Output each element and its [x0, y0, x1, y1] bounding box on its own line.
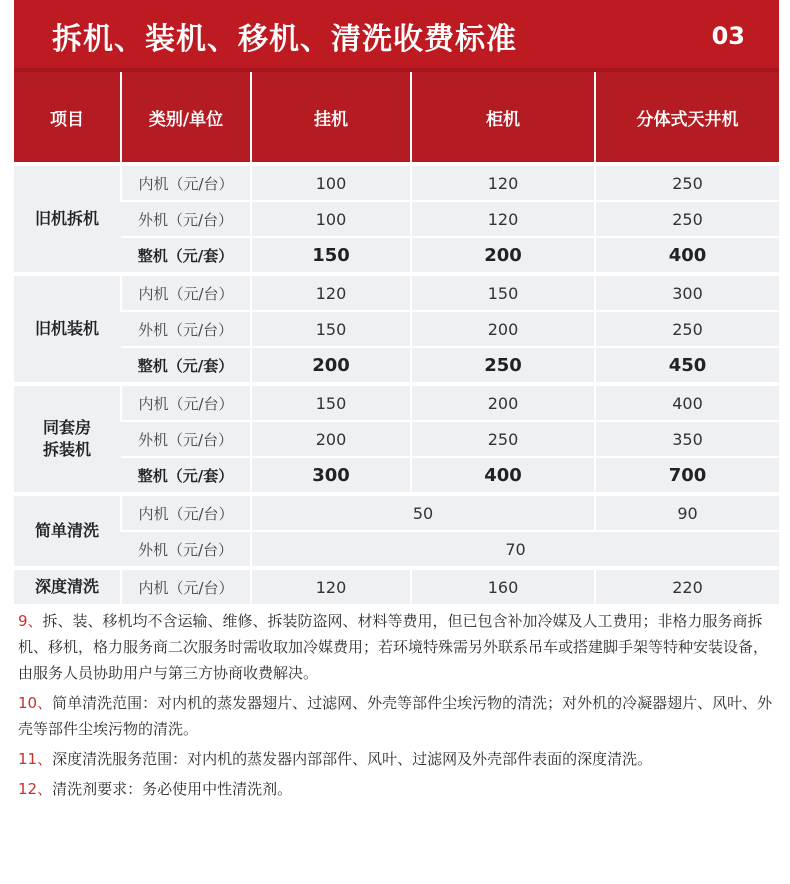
table-row-total: [14, 237, 779, 274]
note-number: 11、: [18, 750, 53, 768]
table-row: [14, 311, 779, 347]
row-unit: 内机（元/台）: [121, 494, 251, 531]
price-cell: 250: [595, 164, 779, 201]
price-cell: 150: [251, 384, 411, 421]
price-cell: 200: [411, 311, 595, 347]
price-cell: 300: [251, 457, 411, 494]
row-unit: 外机（元/台）: [121, 531, 251, 568]
table-row: [14, 531, 779, 568]
row-unit: 内机（元/台）: [121, 568, 251, 604]
row-unit: 整机（元/套）: [121, 457, 251, 494]
row-unit: 内机（元/台）: [121, 384, 251, 421]
note-text: 深度清洗服务范围：对内机的蒸发器内部部件、风叶、过滤网及外壳部件表面的深度清洗。: [52, 750, 653, 768]
table-row-total: [14, 457, 779, 494]
price-cell: 160: [411, 568, 595, 604]
header-wall-unit: 挂机: [251, 72, 411, 164]
price-cell: 250: [411, 347, 595, 384]
price-cell: 350: [595, 421, 779, 457]
title-bar: [14, 0, 779, 72]
price-cell: 70: [251, 531, 779, 568]
price-cell: 250: [411, 421, 595, 457]
notes-section: [18, 608, 778, 806]
note-item: [18, 746, 778, 772]
price-cell: 200: [251, 347, 411, 384]
note-item: [18, 608, 778, 686]
price-cell: 150: [411, 274, 595, 311]
price-cell: 150: [251, 311, 411, 347]
table-row: [14, 568, 779, 604]
price-cell: 200: [251, 421, 411, 457]
header-unit: 类别/单位: [121, 72, 251, 164]
price-cell: 200: [411, 237, 595, 274]
row-item-line2: 拆装机: [42, 440, 91, 459]
row-item-old-removal: 旧机拆机: [14, 164, 121, 274]
note-item: [18, 690, 778, 742]
row-item-deep-clean: 深度清洗: [14, 568, 121, 604]
price-cell: 100: [251, 201, 411, 237]
note-item: [18, 776, 778, 802]
row-unit: 内机（元/台）: [121, 164, 251, 201]
price-cell: 120: [251, 274, 411, 311]
note-text: 拆、装、移机均不含运输、维修、拆装防盗网、材料等费用，但已包含补加冷媒及人工费用；非格力服务商拆机、移机，格力服务商二次服务时需收取加冷媒费用；若环境特殊需另外联系吊车或搭建脚手架等特种安装设备，由服务人员协助用户与第三方协商收费解决。: [18, 612, 769, 682]
price-table: [14, 72, 779, 604]
table-header-row: [14, 72, 779, 164]
price-cell: 90: [595, 494, 779, 531]
table-row: [14, 274, 779, 311]
note-number: 9、: [18, 612, 43, 630]
row-unit: 整机（元/套）: [121, 347, 251, 384]
table-row: [14, 421, 779, 457]
row-unit: 外机（元/台）: [121, 421, 251, 457]
row-unit: 内机（元/台）: [121, 274, 251, 311]
price-cell: 120: [411, 164, 595, 201]
page-title: 拆机、装机、移机、清洗收费标准: [52, 22, 517, 57]
header-item: 项目: [14, 72, 121, 164]
table-row: [14, 164, 779, 201]
table-row-total: [14, 347, 779, 384]
price-cell: 400: [595, 237, 779, 274]
row-item-line1: 同套房: [42, 418, 91, 437]
note-text: 简单清洗范围：对内机的蒸发器翅片、过滤网、外壳等部件尘埃污物的清洗；对外机的冷凝器翅片、风叶、外壳等部件尘埃污物的清洗。: [18, 694, 773, 738]
note-number: 12、: [18, 780, 53, 798]
row-item-same-house-move: [14, 384, 121, 494]
price-cell: 300: [595, 274, 779, 311]
price-cell: 50: [251, 494, 595, 531]
table-row: [14, 384, 779, 421]
row-item-old-install: 旧机装机: [14, 274, 121, 384]
table-row: [14, 494, 779, 531]
header-cabinet-unit: 柜机: [411, 72, 595, 164]
note-number: 10、: [18, 694, 53, 712]
price-cell: 120: [411, 201, 595, 237]
price-cell: 200: [411, 384, 595, 421]
price-cell: 400: [595, 384, 779, 421]
row-unit: 整机（元/套）: [121, 237, 251, 274]
price-cell: 220: [595, 568, 779, 604]
price-cell: 120: [251, 568, 411, 604]
price-cell: 450: [595, 347, 779, 384]
table-row: [14, 201, 779, 237]
row-unit: 外机（元/台）: [121, 311, 251, 347]
price-cell: 250: [595, 201, 779, 237]
price-cell: 400: [411, 457, 595, 494]
price-cell: 100: [251, 164, 411, 201]
price-cell: 150: [251, 237, 411, 274]
row-item-simple-clean: 简单清洗: [14, 494, 121, 568]
header-ceiling-unit: 分体式天井机: [595, 72, 779, 164]
note-text: 清洗剂要求：务必使用中性清洗剂。: [52, 780, 293, 798]
page-number: 03: [711, 22, 745, 50]
price-cell: 250: [595, 311, 779, 347]
row-unit: 外机（元/台）: [121, 201, 251, 237]
price-cell: 700: [595, 457, 779, 494]
